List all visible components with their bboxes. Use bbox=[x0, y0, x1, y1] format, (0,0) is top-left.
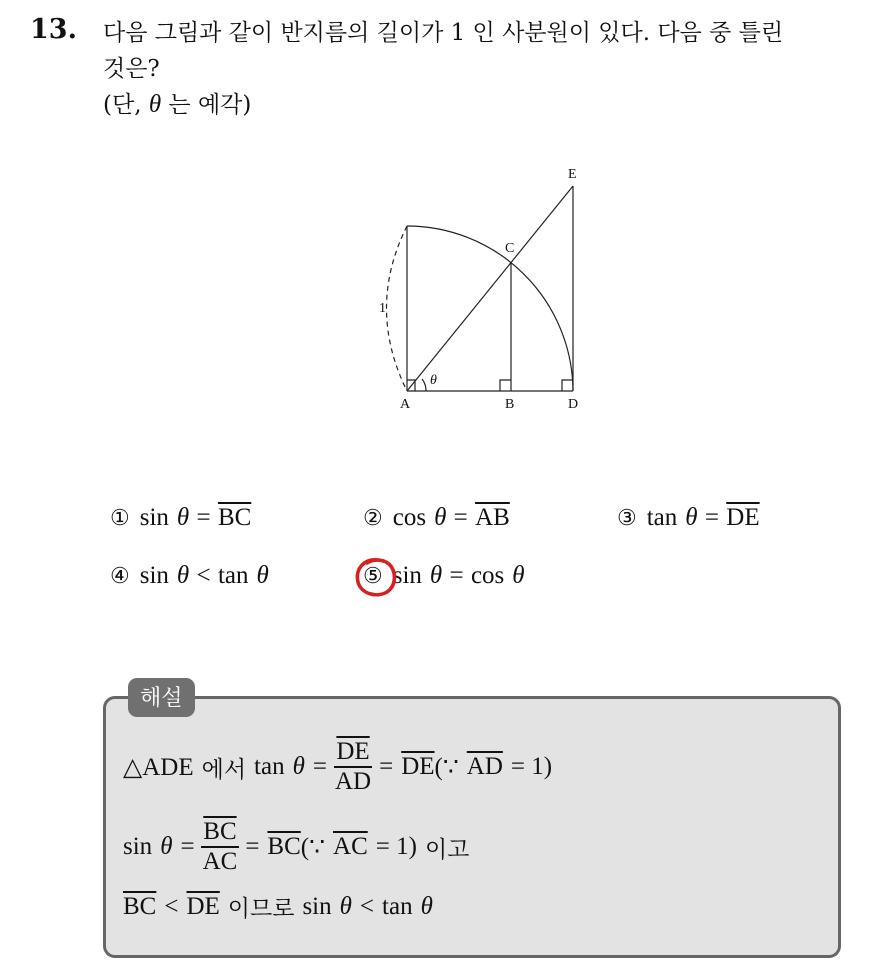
fraction-DE-AD: $\frac{\overline{DE}}{AD}$ bbox=[334, 738, 372, 795]
answer-circle-mark bbox=[353, 556, 401, 600]
question-number: 13. bbox=[30, 14, 77, 45]
label-B: B bbox=[505, 397, 515, 412]
question-condition bbox=[103, 90, 251, 120]
label-angle: θ bbox=[430, 373, 437, 388]
segment-AE bbox=[407, 186, 573, 391]
label-C: C bbox=[505, 241, 515, 256]
radius-brace bbox=[387, 226, 408, 391]
label-A: A bbox=[400, 397, 411, 412]
choice-1[interactable]: ① $\sin \theta = \overline{BC}$ bbox=[110, 504, 252, 531]
choice-4[interactable]: ④ sin θ < tan θ bbox=[110, 562, 269, 589]
right-angle-D bbox=[562, 380, 573, 391]
question-text-line2: 것은? bbox=[103, 56, 160, 82]
explanation-line2: sin θ = $\frac{\overline{BC}}{AC}$ = $\overline{BC}$ (∵ $\overline{AC}$ = 1) 이고 bbox=[123, 818, 470, 875]
label-D: D bbox=[568, 397, 579, 412]
condition-prefix: (단, bbox=[103, 92, 142, 118]
choice-2[interactable]: ② $\cos \theta = \overline{AB}$ bbox=[363, 504, 510, 531]
quarter-circle-figure bbox=[360, 150, 620, 420]
choice-3[interactable]: ③ $\tan \theta = \overline{DE}$ bbox=[617, 504, 760, 531]
condition-suffix: 는 예각) bbox=[168, 92, 252, 118]
explanation-line1: △ADE 에서 tan θ = $\frac{\overline{DE}}{AD}$ = $\overline{DE}$ (∵ $\overline{AD}$ = 1) bbox=[123, 738, 553, 795]
right-angle-B bbox=[500, 380, 511, 391]
choice-5[interactable]: ⑤ sin θ = cos θ bbox=[363, 562, 525, 589]
explanation-tag: 해설 bbox=[128, 678, 195, 717]
explanation-line3: $\overline{BC}$ < $\overline{DE}$ 이므로 sin θ < tan θ bbox=[123, 892, 433, 922]
fraction-BC-AC: $\frac{\overline{BC}}{AC}$ bbox=[202, 818, 238, 875]
condition-theta: θ bbox=[148, 91, 162, 118]
angle-arc bbox=[422, 379, 426, 391]
question-text-line1: 다음 그림과 같이 반지름의 길이가 1 인 사분원이 있다. 다음 중 틀린 bbox=[103, 20, 784, 46]
label-E: E bbox=[568, 167, 577, 182]
quarter-arc bbox=[407, 226, 573, 391]
label-radius: 1 bbox=[379, 301, 386, 316]
